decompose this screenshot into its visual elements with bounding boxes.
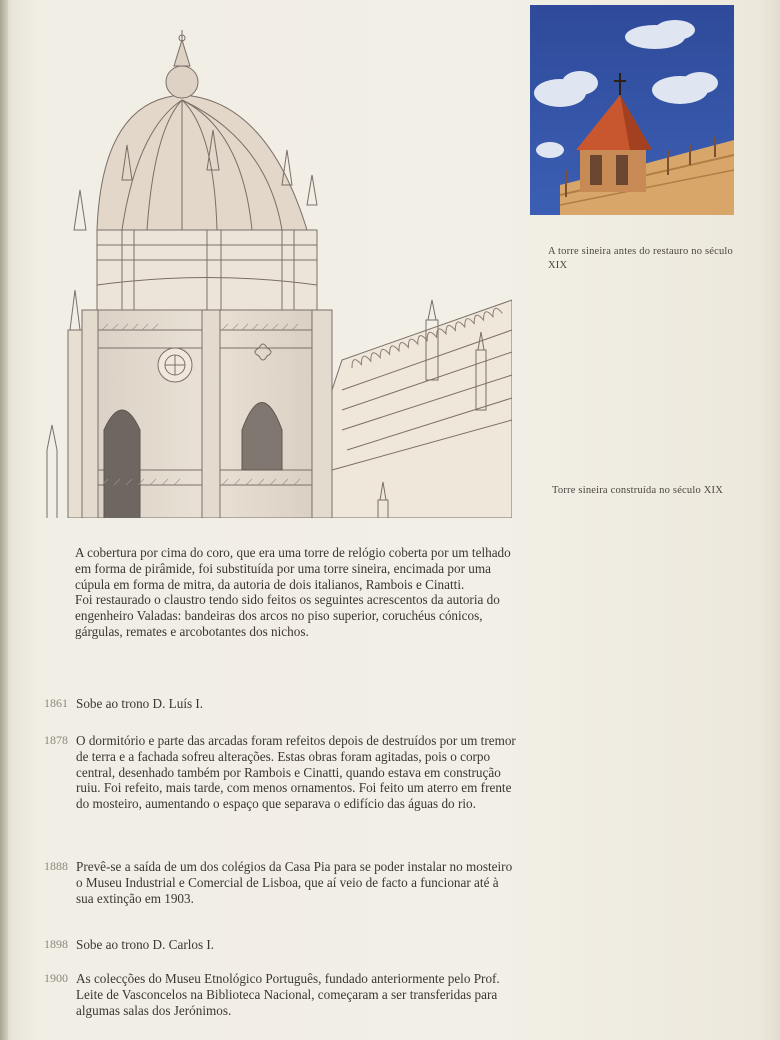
timeline-year: 1878 [44, 733, 68, 747]
timeline-text: As colecções do Museu Etnológico Português, fundado anteriormente pelo Prof. Leite de Vasconcelos na Biblioteca Nacional, começaram a ser transferidas para algumas salas dos Jerónimos. [76, 971, 500, 1018]
timeline-year: 1861 [44, 696, 68, 710]
timeline-text: Prevê-se a saída de um dos colégios da Casa Pia para se poder instalar no mosteiro o Museu Industrial e Comercial de Lisboa, que aí veio de facto a funcionar até à sua extinção em 1903. [76, 859, 513, 906]
book-gutter [0, 0, 8, 1040]
timeline-year: 1900 [44, 971, 68, 985]
body-paragraph-2: Foi restaurado o claustro tendo sido feitos os seguintes acrescentos da autoria do engenheiro Valadas: bandeiras dos arcos no piso superior, coruchéus cónicos, gárgulas, remates e arcobotantes dos nichos. [75, 592, 500, 639]
body-paragraph-1: A cobertura por cima do coro, que era uma torre de relógio coberta por um telhado em forma de pirâmide, foi substituída por uma torre sineira, encimada por uma cúpula em forma de mitra, da autoria de dois italianos, Rambois e Cinatti. [75, 545, 511, 592]
photo-caption: A torre sineira antes do restauro no século XIX [548, 246, 734, 271]
bell-tower-drawing [42, 30, 512, 518]
timeline-text: O dormitório e parte das arcadas foram refeitos depois de destruídos por um tremor de terra e a fachada sofreu alterações. Estas obras foram agitadas, pois o corpo central, desenhado também por Rambois e Cinatti, quando estava em construção ruiu. Foi refeito, mais tarde, com menos ornamentos. Foi feito um aterro em frente do mosteiro, aumentando o espaço que separava o edifício das águas do rio. [76, 733, 516, 812]
drawing-caption: Torre sineira construída no século XIX [552, 485, 724, 496]
tower-photo [530, 5, 734, 215]
timeline-text: Sobe ao trono D. Carlos I. [76, 937, 215, 952]
timeline-year: 1888 [44, 859, 68, 873]
timeline-text: Sobe ao trono D. Luís I. [76, 696, 204, 711]
body-text [75, 545, 515, 640]
timeline-year: 1898 [44, 937, 68, 951]
